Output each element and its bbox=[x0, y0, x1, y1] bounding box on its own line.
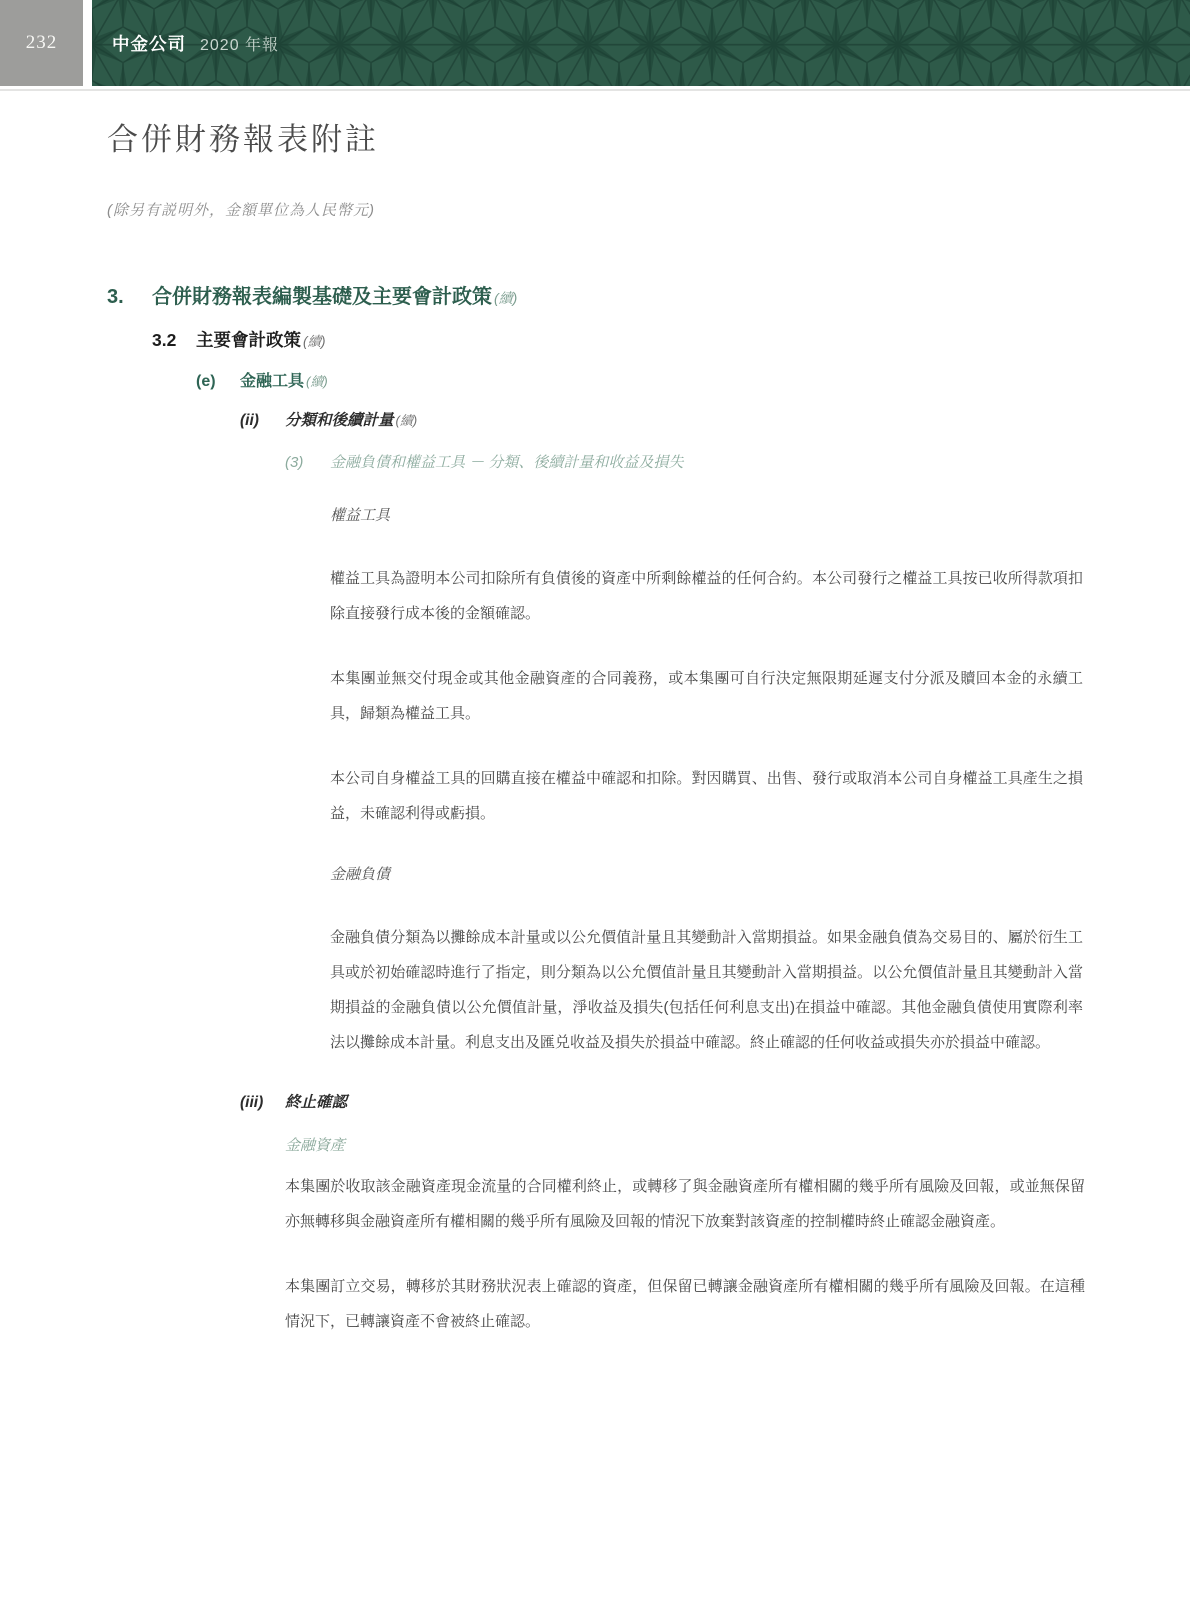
section-title: 金融負債和權益工具 － 分類、後續計量和收益及損失 bbox=[330, 454, 684, 471]
section-title: 主要會計政策 (續) bbox=[196, 330, 326, 350]
report-edition: 2020 年報 bbox=[200, 36, 280, 54]
section-heading-3-2 bbox=[152, 327, 1087, 352]
section-title: 合併財務報表編製基礎及主要會計政策 (續) bbox=[152, 286, 518, 308]
paragraph: 金融負債分類為以攤餘成本計量或以公允價值計量且其變動計入當期損益。如果金融負債為交易目的、屬於衍生工具或於初始確認時進行了指定，則分類為以公允價值計量且其變動計入當期損益。以公允價值計量且其變動計入當期損益的金融負債以公允價值計量，淨收益及損失(包括任何利息支出)在損益中確認。其他金融負債使用實際利率法以攤餘成本計量。利息支出及匯兑收益及損失於損益中確認。終止確認的任何收益或損失亦於損益中確認。 bbox=[330, 929, 1083, 1051]
section-number: (3) bbox=[285, 454, 304, 471]
section-number: (iii) bbox=[240, 1094, 264, 1111]
paragraph: 本集團並無交付現金或其他金融資產的合同義務，或本集團可自行決定無限期延遲支付分派及贖回本金的永續工具，歸類為權益工具。 bbox=[330, 670, 1083, 722]
continued-marker: (續) bbox=[303, 334, 326, 349]
section-number: 3. bbox=[107, 286, 124, 308]
section-title: 終止確認 bbox=[285, 1094, 348, 1111]
document-body bbox=[107, 90, 1087, 1339]
section-number: (e) bbox=[196, 373, 216, 390]
continued-marker: (續) bbox=[306, 374, 328, 389]
page-title: 合併財務報表附註 bbox=[107, 122, 379, 157]
section-heading-e bbox=[196, 368, 1087, 391]
page-number-box bbox=[0, 0, 83, 86]
section-heading-ii bbox=[240, 408, 1087, 430]
section-title: 金融工具 (續) bbox=[240, 373, 328, 390]
header-band bbox=[92, 0, 1190, 86]
paragraph: 權益工具為證明本公司扣除所有負債後的資產中所剩餘權益的任何合約。本公司發行之權益工具按已收所得款項扣除直接發行成本後的金額確認。 bbox=[330, 570, 1083, 622]
continued-marker: (續) bbox=[494, 290, 518, 306]
equity-instruments-block bbox=[330, 504, 1083, 1060]
section-heading-3 bbox=[107, 280, 1087, 309]
section-number: 3.2 bbox=[152, 330, 177, 350]
section-number: (ii) bbox=[240, 412, 259, 429]
subheading-equity-instruments: 權益工具 bbox=[330, 507, 391, 524]
company-name: 中金公司 bbox=[112, 33, 186, 54]
page-header bbox=[0, 0, 1190, 92]
paragraph: 本集團訂立交易，轉移於其財務狀況表上確認的資產，但保留已轉讓金融資產所有權相關的幾乎所有風險及回報。在這種情況下，已轉讓資產不會被終止確認。 bbox=[285, 1278, 1085, 1330]
continued-marker: (續) bbox=[395, 413, 418, 428]
currency-note: (除另有説明外，金額單位為人民幣元) bbox=[107, 202, 375, 219]
paragraph: 本集團於收取該金融資產現金流量的合同權利終止，或轉移了與金融資產所有權相關的幾乎所有風險及回報，或並無保留亦無轉移與金融資產所有權相關的幾乎所有風險及回報的情況下放棄對該資產的控制權時終止確認金融資產。 bbox=[285, 1178, 1085, 1230]
page-number: 232 bbox=[25, 32, 58, 53]
section-heading-iii bbox=[240, 1090, 1087, 1112]
subheading-financial-liabilities: 金融負債 bbox=[330, 866, 391, 883]
section-title: 分類和後續計量 (續) bbox=[285, 412, 418, 429]
section-heading-3-item bbox=[285, 451, 1087, 472]
paragraph: 本公司自身權益工具的回購直接在權益中確認和扣除。對因購買、出售、發行或取消本公司自身權益工具產生之損益，未確認利得或虧損。 bbox=[330, 770, 1083, 822]
derecognition-block bbox=[285, 1134, 1085, 1339]
subheading-financial-assets: 金融資產 bbox=[285, 1137, 346, 1154]
